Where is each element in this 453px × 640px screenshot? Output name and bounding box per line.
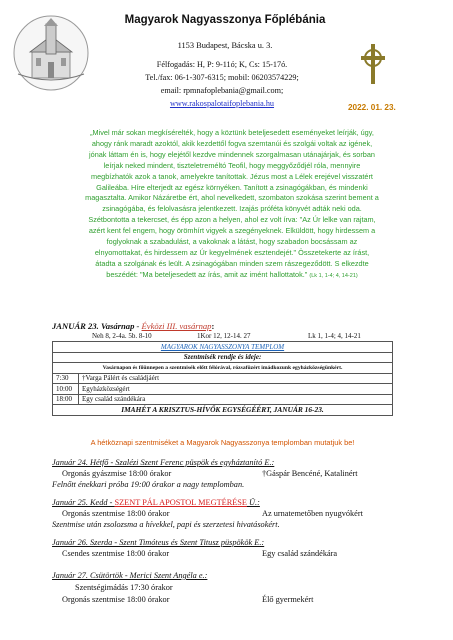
event-description: Csendes szentmise 18:00 órakor xyxy=(62,549,170,558)
choir-note: Felnőtt énekkari próba 19:00 órakor a nagy templomban. xyxy=(52,480,245,489)
event-description: Orgonás szentmise 18:00 órakor xyxy=(62,595,170,604)
event-intention: †Gáspár Bencéné, Katalinért xyxy=(262,469,358,478)
day-title: Január 27. Csütörtök - Merici Szent Angéla e.: xyxy=(52,571,208,580)
weekday-mass-note: A hétköznapi szentmiséket a Magyarok Nagyasszonya templomban mutatjuk be! xyxy=(90,438,355,447)
table-row xyxy=(53,394,393,405)
reading-gospel: Lk 1, 1-4; 4, 14-21 xyxy=(308,332,361,340)
mass-time: 10:00 xyxy=(53,384,79,395)
day-feast: SZENT PÁL APOSTOL MEGTÉRÉSE xyxy=(114,498,247,507)
schedule-heading: Szentmisék rendje és ideje: xyxy=(53,352,393,363)
event-row-wednesday xyxy=(62,549,422,560)
day-heading-thursday xyxy=(52,571,207,580)
sunday-heading xyxy=(52,321,214,331)
mass-intention: Egy család szándékára xyxy=(79,394,393,405)
day-title: Január 25. Kedd - xyxy=(52,498,115,507)
bulletin-date: 2022. 01. 23. xyxy=(348,103,396,112)
phone-line: Tel./fax: 06-1-307-6315; mobil: 06203574229; xyxy=(145,73,299,82)
sunday-label: JANUÁR 23. Vasárnap - xyxy=(52,321,140,331)
mass-time: 18:00 xyxy=(53,394,79,405)
mass-schedule-table xyxy=(52,341,393,416)
event-row-thursday xyxy=(62,595,422,606)
mass-intention: †Varga Pálért és családjáért xyxy=(79,373,393,384)
event-intention: Az urnatemetőben nyugvókért xyxy=(262,509,363,518)
vespers-note: Szentmise után zsolozsma a hívekkel, papi és szerzetesi hivatásokért. xyxy=(52,520,280,529)
day-rank: Ü.: xyxy=(246,498,260,507)
day-title: Január 24. Hétfő - Szalézi Szent Ferenc püspök és egyháztanító E.: xyxy=(52,458,275,467)
rosary-note: Vasárnapon és főünnepen a szentmisék előtt félórával, rózsafüzért imádkozunk egyházközségünkért. xyxy=(53,363,393,374)
event-description: Orgonás szentmise 18:00 órakor xyxy=(62,509,170,518)
table-row xyxy=(53,384,393,395)
event-intention: Egy család szándékára xyxy=(262,549,338,558)
event-description: Szentségimádás 17:30 órakor xyxy=(75,583,173,592)
gospel-reference: (Lk 1, 1-4; 4, 14-21) xyxy=(309,272,358,279)
event-description: Orgonás gyászmise 18:00 órakor xyxy=(62,469,172,478)
email-line: email: rpmnafoplebania@gmail.com; xyxy=(160,86,284,95)
sunday-colon: : xyxy=(211,321,215,331)
event-intention: Élő gyermekért xyxy=(262,595,314,604)
celtic-cross-icon xyxy=(356,42,390,86)
day-title: Január 26. Szerda - Szent Timóteus és Szent Titusz püspökök E.: xyxy=(52,538,265,547)
reading-second: 1Kor 12, 12-14. 27 xyxy=(197,332,251,340)
parish-address: 1153 Budapest, Bácska u. 3. xyxy=(177,41,273,50)
unity-week-banner: IMAHÉT A KRISZTUS-HÍVŐK EGYSÉGÉÉRT, JANUÁR 16-23. xyxy=(53,405,393,416)
mass-intention: Egyházközségért xyxy=(79,384,393,395)
website-link[interactable]: www.rakospalotaifoplebania.hu xyxy=(169,99,275,108)
event-row-monday xyxy=(62,469,422,480)
mass-time: 7:30 xyxy=(53,373,79,384)
parish-name: Magyarok Nagyasszonya Főplébánia xyxy=(124,14,326,26)
office-hours: Félfogadás: H, P: 9-11ó; K, Cs: 15-17ó. xyxy=(156,60,288,69)
sunday-feast: Évközi III. vasárnap xyxy=(141,321,212,331)
gospel-text: „Mivel már sokan megkísérelték, hogy a köztünk beteljesedett eseményeket leírják, úgy, ahogy ránk maradt azoktól, akik kezdettől fogva szemtanúi és szolgái voltak az igének, jónak láttam én is, hogy elejétől kezdve mindennek szorgalmasan utánajárjak, és sorban leírjak neked mindent, tiszteletreméltó Teofil, hogy meggyőződjél róla, mennyire megbízhatók azok a tanok, amelyekre tanítottak. Jézus most a Lélek erejével visszatért Galileába. Híre elterjedt az egész környéken. Tanított a zsinagógákban, és mindenki magasztalta. Amikor Názáretbe ért, ahol nevelkedett, szombaton szokása szerint bement a zsinagógába, és felolvasásra jelentkezett. Izajás próféta könyvét adták neki oda. Szétbontotta a tekercset, és épp azon a helyen, ahol ez volt írva: "Az Úr lelke van rajtam, azért kent fel engem, hogy örömhírt vigyek a szegényeknek. Elküldött, hogy hirdessem a foglyoknak a szabadulást, a vakoknak a látást, hogy szabadon bocsássam az elnyomottakat, és hirdessem az Úr kegyelmének esztendejét." Összetekerte az írást, átadta a szolgának és leült. A zsinagógában minden szem rászegeződött. S elkezdte beszédét: "Ma beteljesedett az írás, amit az imént hallottatok." xyxy=(85,128,379,279)
gospel-quote xyxy=(84,128,380,282)
reading-first: Neh 8, 2-4a. 5b. 8-10 xyxy=(92,332,152,340)
table-row xyxy=(53,373,393,384)
church-name: MAGYAROK NAGYASSZONYA TEMPLOM xyxy=(53,342,393,353)
event-row-tuesday xyxy=(62,509,422,520)
day-heading-tuesday xyxy=(52,498,260,507)
day-heading-wednesday xyxy=(52,538,264,547)
day-heading-monday xyxy=(52,458,274,467)
